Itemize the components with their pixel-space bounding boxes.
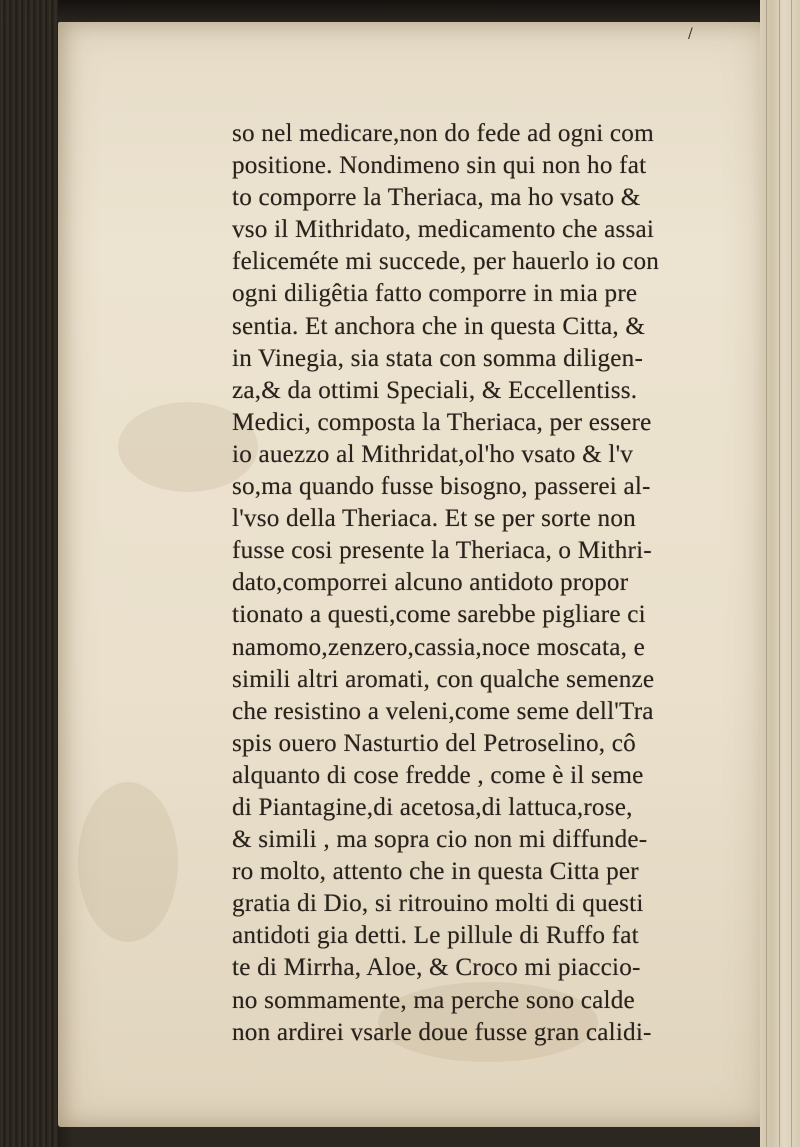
top-shadow: [0, 0, 800, 22]
text-line: ro molto, attento che in questa Citta per: [232, 858, 639, 886]
text-line: antidoti gia detti. Le pillule di Ruffo fat: [232, 922, 639, 950]
text-line: & simili , ma sopra cio non mi diffunde-: [232, 826, 648, 854]
text-line: fusse cosi presente la Theriaca, o Mithri-: [232, 537, 652, 565]
page-fore-edge: [760, 0, 800, 1147]
text-line: positione. Nondimeno sin qui non ho fat: [232, 152, 647, 180]
text-line: io auezzo al Mithridat,ol'ho vsato & l'v: [232, 440, 634, 468]
text-line: so,ma quando fusse bisogno, passerei al-: [232, 473, 651, 501]
edge-line: [791, 0, 792, 1147]
text-line: spis ouero Nasturtio del Petroselino, cô: [232, 729, 636, 757]
text-line: sentia. Et anchora che in questa Citta, &: [232, 312, 646, 340]
text-line: gratia di Dio, si ritrouino molti di questi: [232, 890, 644, 918]
text-line: di Piantagine,di acetosa,di lattuca,rose,: [232, 793, 633, 821]
paper-stain: [78, 782, 178, 942]
text-line: simili altri aromati, con qualche semenze: [232, 665, 655, 693]
page-mark: /: [688, 26, 693, 42]
text-line: Medici, composta la Theriaca, per essere: [232, 408, 652, 436]
text-line: vso il Mithridato, medicamento che assai: [232, 216, 655, 244]
text-line: no sommamente, ma perche sono calde: [232, 986, 635, 1014]
text-line: tionato a questi,come sarebbe pigliare ci: [232, 601, 646, 629]
text-line: dato,comporrei alcuno antidoto propor: [232, 569, 629, 597]
text-line: che resistino a veleni,come seme dell'Tra: [232, 697, 654, 725]
text-line: so nel medicare,non do fede ad ogni com: [232, 120, 654, 147]
text-line: l'vso della Theriaca. Et se per sorte non: [232, 505, 636, 533]
text-line: feliceméte mi succede, per hauerlo io con: [232, 248, 660, 276]
edge-line: [766, 0, 767, 1147]
edge-line: [779, 0, 780, 1147]
text-line: to comporre la Theriaca, ma ho vsato &: [232, 184, 641, 212]
text-line: in Vinegia, sia stata con somma diligen-: [232, 344, 644, 372]
text-line: ogni diligêtia fatto comporre in mia pre: [232, 280, 638, 308]
body-text: [232, 118, 722, 1049]
book-binding-edge: [0, 0, 58, 1147]
text-line: te di Mirrha, Aloe, & Croco mi piaccio-: [232, 954, 641, 982]
text-line: namomo,zenzero,cassia,noce moscata, e: [232, 633, 646, 661]
text-line: za,& da ottimi Speciali, & Eccellentiss.: [232, 376, 638, 404]
text-line: non ardirei vsarle doue fusse gran calidi-: [232, 1018, 652, 1046]
text-line: alquanto di cose fredde , come è il seme: [232, 761, 644, 789]
